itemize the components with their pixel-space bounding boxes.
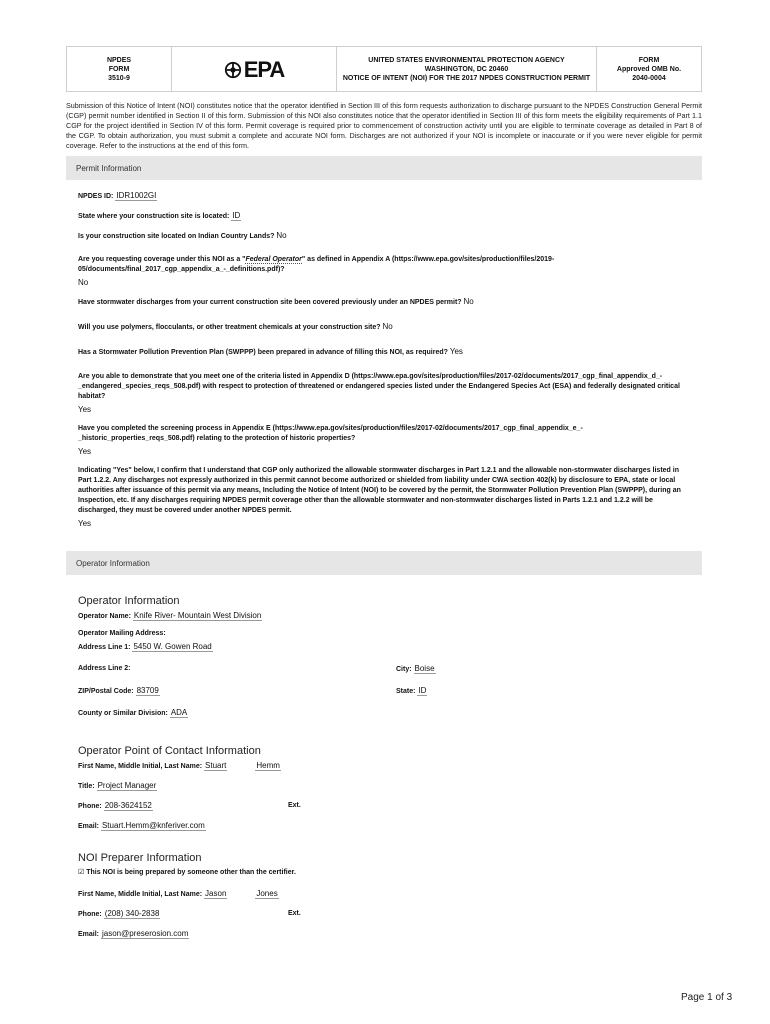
zip-group <box>78 686 396 697</box>
preparer-checkbox-row <box>78 868 690 878</box>
preparer-checkbox-label: This NOI is being prepared by someone other than the certifier. <box>86 869 296 876</box>
poc-last-name-field[interactable]: Hemm <box>256 761 280 770</box>
city-field[interactable]: Boise <box>414 664 435 673</box>
polymers-row <box>78 322 690 333</box>
agency-line: UNITED STATES ENVIRONMENTAL PROTECTION AGENCY <box>368 56 565 64</box>
address-line2-label: Address Line 2: <box>78 665 131 672</box>
preparer-email-field[interactable]: jason@preserosion.com <box>101 929 189 938</box>
operator-section <box>66 575 702 940</box>
city-group <box>396 664 436 675</box>
polymers-label: Will you use polymers, flocculants, or other treatment chemicals at your construction site? <box>78 324 381 331</box>
indian-country-label: Is your construction site located on Indian Country Lands? <box>78 233 275 240</box>
address-line1-row <box>78 642 690 653</box>
preparer-phone-group <box>78 909 288 920</box>
indian-country-row <box>78 231 690 242</box>
preparer-name-label: First Name, Middle Initial, Last Name: <box>78 891 203 898</box>
epa-logo-text: EPA <box>243 56 285 82</box>
previous-coverage-row <box>78 297 690 308</box>
operator-state-group <box>396 686 427 697</box>
previous-coverage-answer[interactable]: No <box>463 297 474 306</box>
federal-operator-post: " as defined in Appendix A (https://www.epa.gov/sites/production/files/2019-05/documents/final_2017_cgp_appendix_a_-_definitions.pdf)? <box>78 256 555 273</box>
preparer-phone-field[interactable]: (208) 340-2838 <box>104 909 160 918</box>
epa-logo <box>172 47 337 91</box>
swppp-row <box>78 347 690 358</box>
section-header-operator: Operator Information <box>66 551 702 575</box>
npdes-id-label: NPDES ID: <box>78 193 114 200</box>
mailing-address-label: Operator Mailing Address: <box>78 630 166 637</box>
historic-properties-question: Have you completed the screening process in Appendix E (https://www.epa.gov/sites/production/files/2017-02/documents/2017_cgp_final_appendix_e_-_historic_properties_reqs_508.pdf) relating to the protection of historic properties? <box>78 425 583 442</box>
form-header <box>66 46 702 92</box>
form-line: 3510-9 <box>108 74 130 82</box>
historic-properties-answer[interactable]: Yes <box>78 447 92 456</box>
poc-name-row <box>78 761 690 772</box>
endangered-species-answer[interactable]: Yes <box>78 405 92 414</box>
preparer-checkbox[interactable]: ☑ <box>78 869 85 876</box>
address-line1-label: Address Line 1: <box>78 644 131 651</box>
noi-form-page <box>66 46 702 940</box>
poc-email-row <box>78 821 690 832</box>
agency-line: NOTICE OF INTENT (NOI) FOR THE 2017 NPDES CONSTRUCTION PERMIT <box>342 74 591 82</box>
preparer-phone-row <box>78 909 690 920</box>
indian-country-answer[interactable]: No <box>276 231 287 240</box>
poc-email-field[interactable]: Stuart.Hemm@knferiver.com <box>101 821 205 830</box>
omb-cell <box>597 47 701 91</box>
form-line: NPDES <box>106 56 132 64</box>
operator-name-label: Operator Name: <box>78 613 131 620</box>
operator-name-row <box>78 611 690 622</box>
page-number: Page 1 of 3 <box>681 992 733 1003</box>
poc-heading: Operator Point of Contact Information <box>78 745 261 757</box>
preparer-first-name-field[interactable]: Jason <box>205 889 227 898</box>
poc-email-label: Email: <box>78 823 100 830</box>
operator-name-field[interactable]: Knife River- Mountain West Division <box>133 611 262 620</box>
zip-field[interactable]: 83709 <box>136 686 159 695</box>
preparer-heading: NOI Preparer Information <box>78 852 202 864</box>
federal-operator-answer[interactable]: No <box>78 278 89 287</box>
agency-line: WASHINGTON, DC 20460 <box>424 65 509 73</box>
omb-line: 2040-0004 <box>632 74 666 82</box>
poc-title-row <box>78 781 690 792</box>
operator-state-field[interactable]: ID <box>418 686 427 695</box>
federal-operator-question <box>78 255 690 275</box>
poc-phone-label: Phone: <box>78 803 102 810</box>
state-row <box>78 211 690 222</box>
poc-phone-group <box>78 801 288 812</box>
swppp-answer[interactable]: Yes <box>449 347 463 356</box>
discharge-confirmation-answer[interactable]: Yes <box>78 519 92 528</box>
operator-state-label: State: <box>396 688 416 695</box>
poc-title-label: Title: <box>78 783 95 790</box>
poc-phone-field[interactable]: 208-3624152 <box>104 801 152 810</box>
federal-operator-term[interactable]: Federal Operator <box>245 256 302 263</box>
zip-label: ZIP/Postal Code: <box>78 688 134 695</box>
agency-cell <box>337 47 597 91</box>
omb-line: FORM <box>638 56 660 64</box>
npdes-id-row <box>78 180 690 202</box>
poc-name-label: First Name, Middle Initial, Last Name: <box>78 763 203 770</box>
city-label: City: <box>396 666 412 673</box>
epa-flower-icon <box>224 61 242 79</box>
preparer-phone-label: Phone: <box>78 911 102 918</box>
polymers-answer[interactable]: No <box>382 322 393 331</box>
address-line2-city-row <box>78 664 690 675</box>
preparer-email-row <box>78 929 690 940</box>
previous-coverage-label: Have stormwater discharges from your current construction site been covered previously under an NPDES permit? <box>78 299 462 306</box>
poc-title-field[interactable]: Project Manager <box>97 781 157 790</box>
preparer-ext-label: Ext. <box>288 910 301 917</box>
state-field[interactable]: ID <box>232 211 241 220</box>
form-line: FORM <box>108 65 130 73</box>
section-header-permit: Permit Information <box>66 156 702 180</box>
permit-section <box>66 180 702 547</box>
county-row <box>78 708 690 719</box>
npdes-id-field[interactable]: IDR1002GI <box>116 191 157 200</box>
endangered-species-question: Are you able to demonstrate that you meet one of the criteria listed in Appendix D (https://www.epa.gov/sites/production/files/2017-02/documents/2017_cgp_final_appendix_d_-_endangered_species_reqs_508.pdf) with respect to protection of threatened or endangered species listed under the Endangered Species Act (ESA) and federally designated critical habitat? <box>78 373 680 400</box>
poc-ext-label: Ext. <box>288 802 301 809</box>
swppp-label: Has a Stormwater Pollution Prevention Plan (SWPPP) been prepared in advance of filling this NOI, as required? <box>78 349 448 356</box>
omb-line: Approved OMB No. <box>616 65 682 73</box>
federal-operator-pre: Are you requesting coverage under this NOI as a " <box>78 256 246 263</box>
zip-state-row <box>78 686 690 697</box>
operator-heading: Operator Information <box>78 595 180 607</box>
address-line1-field[interactable]: 5450 W. Gowen Road <box>133 642 212 651</box>
preparer-name-row <box>78 889 690 900</box>
discharge-confirmation-question: Indicating "Yes" below, I confirm that I understand that CGP only authorized the allowable stormwater discharges in Part 1.2.1 and the allowable non-stormwater discharges listed in Part 1.2.2. Any discharges not expressly authorized in this permit cannot become authorized or shielded from liability under CWA section 402(k) by disclosure to EPA, state or local authorities after issuance of this permit via any means, Including the Notice of Intent (NOI) to be covered by the permit, the Stormwater Pollution Prevention Plan (SWPPP), during an Inspection, etc. If any discharges requiring NPDES permit coverage other than the allowable stormwater and non-stormwater discharges listed in Parts 1.2.1 and 1.2.2 will be discharged, they must be covered under another NPDES permit. <box>78 467 681 514</box>
intro-paragraph: Submission of this Notice of Intent (NOI) constitutes notice that the operator identified in Section III of this form requests authorization to discharge pursuant to the NPDES Construction General Permit (CGP) permit number identified in Section II of this form. Submission of this NOI also constitutes notice that the operator identified in Section III of this form meets the eligibility requirements of Part 1.1 CGP for the project identified in Section IV of this form. Permit coverage is required prior to commencement of construction activity until you are eligible to terminate coverage as detailed in Part 8 of the CGP. To obtain authorization, you must submit a complete and accurate NOI form. Discharges are not authorized if your NOI is incomplete or inaccurate or if you were never eligible for permit coverage. Refer to the instructions at the end of this form. <box>66 101 702 150</box>
county-label: County or Similar Division: <box>78 710 168 717</box>
state-label: State where your construction site is located: <box>78 213 230 220</box>
county-field[interactable]: ADA <box>170 708 188 717</box>
preparer-last-name-field[interactable]: Jones <box>256 889 278 898</box>
poc-first-name-field[interactable]: Stuart <box>205 761 227 770</box>
poc-phone-row <box>78 801 690 812</box>
preparer-email-label: Email: <box>78 931 100 938</box>
form-number-cell <box>67 47 172 91</box>
